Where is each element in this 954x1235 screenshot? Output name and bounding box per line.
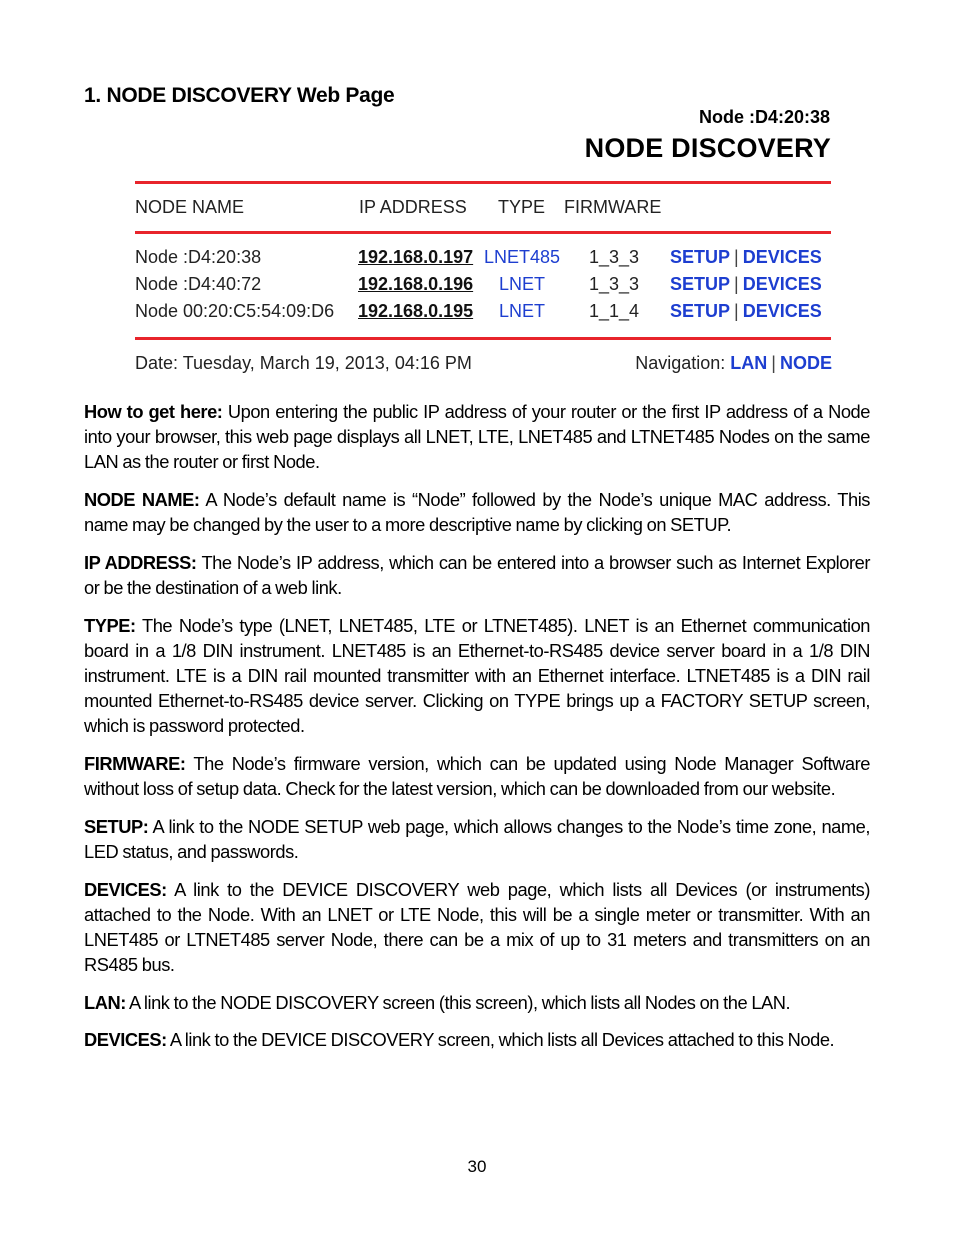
- row-links: [670, 274, 822, 295]
- type-link[interactable]: LNET: [499, 301, 546, 321]
- ip-address-link[interactable]: 192.168.0.197: [358, 247, 474, 267]
- paragraph-label: SETUP:: [84, 815, 149, 837]
- firmware-version: 1_1_4: [589, 301, 640, 321]
- paragraph-text: A Node’s default name is “Node” followed by the Node’s unique MAC address. This name may be changed by the user to a more descriptive name by clicking on SETUP.: [84, 489, 870, 536]
- paragraph-label: How to get here:: [84, 401, 223, 422]
- type-link[interactable]: LNET485: [484, 247, 561, 267]
- setup-link[interactable]: SETUP: [670, 301, 731, 321]
- table-row: [0, 274, 954, 300]
- paragraph-label: LAN:: [84, 991, 126, 1013]
- node-name: Node 00:20:C5:54:09:D6: [135, 301, 335, 321]
- page-number: 30: [467, 1157, 487, 1176]
- paragraph-label: TYPE:: [84, 614, 136, 636]
- node-name: Node :D4:20:38: [135, 247, 262, 267]
- section-heading: 1. NODE DISCOVERY Web Page: [84, 84, 395, 107]
- paragraph-setup: [84, 814, 870, 864]
- paragraph-label: FIRMWARE:: [84, 753, 186, 774]
- link-separator: |: [734, 301, 739, 321]
- description-text: [84, 399, 870, 1065]
- navigation-label: Navigation:: [635, 353, 726, 373]
- paragraph-firmware: [84, 751, 870, 801]
- setup-link[interactable]: SETUP: [670, 247, 731, 267]
- paragraph-devices-screen: [84, 1027, 870, 1052]
- navigation-bar: [635, 353, 832, 374]
- link-separator: |: [734, 274, 739, 294]
- setup-link[interactable]: SETUP: [670, 274, 731, 294]
- divider-top: [135, 181, 831, 184]
- paragraph-label: DEVICES:: [84, 1029, 167, 1051]
- column-header-type: TYPE: [498, 197, 546, 217]
- paragraph-text: Upon entering the public IP address of your router or the first IP address of a Node into your browser, this web page displays all LNET, LTE, LNET485 and LTNET485 Nodes on the same LAN as the router or first Node.: [84, 401, 870, 473]
- divider-header: [135, 231, 831, 234]
- paragraph-text: The Node’s firmware version, which can be updated using Node Manager Software without loss of setup data. Check for the latest version, which can be downloaded from our website.: [84, 753, 870, 800]
- node-discovery-screenshot: [0, 0, 954, 390]
- ip-address-link[interactable]: 192.168.0.195: [358, 301, 474, 321]
- divider-bottom: [135, 337, 831, 340]
- paragraph-ip-address: [84, 550, 870, 600]
- paragraph-text: A link to the DEVICE DISCOVERY screen, which lists all Devices attached to this Node.: [166, 1029, 835, 1051]
- nav-node-link[interactable]: NODE: [779, 353, 832, 373]
- row-links: [670, 247, 822, 268]
- table-row: [0, 247, 954, 273]
- column-header-firmware: FIRMWARE: [564, 197, 662, 217]
- column-header-ip-address: IP ADDRESS: [359, 197, 467, 217]
- ip-address-link[interactable]: 192.168.0.196: [358, 274, 474, 294]
- paragraph-how-to-get-here: [84, 399, 870, 475]
- firmware-version: 1_3_3: [589, 274, 640, 294]
- link-separator: |: [771, 353, 776, 373]
- devices-link[interactable]: DEVICES: [742, 247, 822, 267]
- table-row: [0, 301, 954, 327]
- screenshot-title: NODE DISCOVERY: [584, 133, 831, 163]
- paragraph-label: NODE NAME:: [84, 489, 200, 510]
- paragraph-devices: [84, 877, 870, 978]
- devices-link[interactable]: DEVICES: [742, 301, 822, 321]
- link-separator: |: [734, 247, 739, 267]
- devices-link[interactable]: DEVICES: [742, 274, 822, 294]
- node-id: Node :D4:20:38: [698, 107, 830, 127]
- paragraph-type: [84, 613, 870, 739]
- paragraph-text: A link to the DEVICE DISCOVERY web page, which lists all Devices (or instruments) attached to the Node. With an LNET or LTE Node, this will be a single meter or transmitter. With an LNET485 or LTNET485 server Node, there can be a mix of up to 31 meters and transmitters on an RS485 bus.: [84, 878, 870, 976]
- type-link[interactable]: LNET: [499, 274, 546, 294]
- paragraph-label: DEVICES:: [84, 878, 167, 900]
- paragraph-label: IP ADDRESS:: [84, 551, 197, 573]
- paragraph-text: The Node’s IP address, which can be entered into a browser such as Internet Explorer or be the destination of a web link.: [84, 551, 870, 598]
- firmware-version: 1_3_3: [589, 247, 640, 267]
- paragraph-lan: [84, 990, 870, 1015]
- paragraph-node-name: [84, 487, 870, 537]
- nav-lan-link[interactable]: LAN: [730, 353, 768, 373]
- node-name: Node :D4:40:72: [135, 274, 262, 294]
- row-links: [670, 301, 822, 322]
- paragraph-text: A link to the NODE DISCOVERY screen (this screen), which lists all Nodes on the LAN.: [125, 991, 791, 1013]
- paragraph-text: The Node’s type (LNET, LNET485, LTE or LTNET485). LNET is an Ethernet communication board in a 1/8 DIN instrument. LNET485 is an Ethernet-to-RS485 device server board in a 1/8 DIN instrument. LTE is a DIN rail mounted transmitter with an Ethernet interface. LTNET485 is a DIN rail mounted Ethernet-to-RS485 device server. Clicking on TYPE brings up a FACTORY SETUP screen, which is password protected.: [84, 614, 870, 737]
- column-header-node-name: NODE NAME: [135, 197, 245, 217]
- date-stamp: Date: Tuesday, March 19, 2013, 04:16 PM: [135, 353, 472, 373]
- paragraph-text: A link to the NODE SETUP web page, which allows changes to the Node’s time zone, name, LED status, and passwords.: [84, 815, 870, 862]
